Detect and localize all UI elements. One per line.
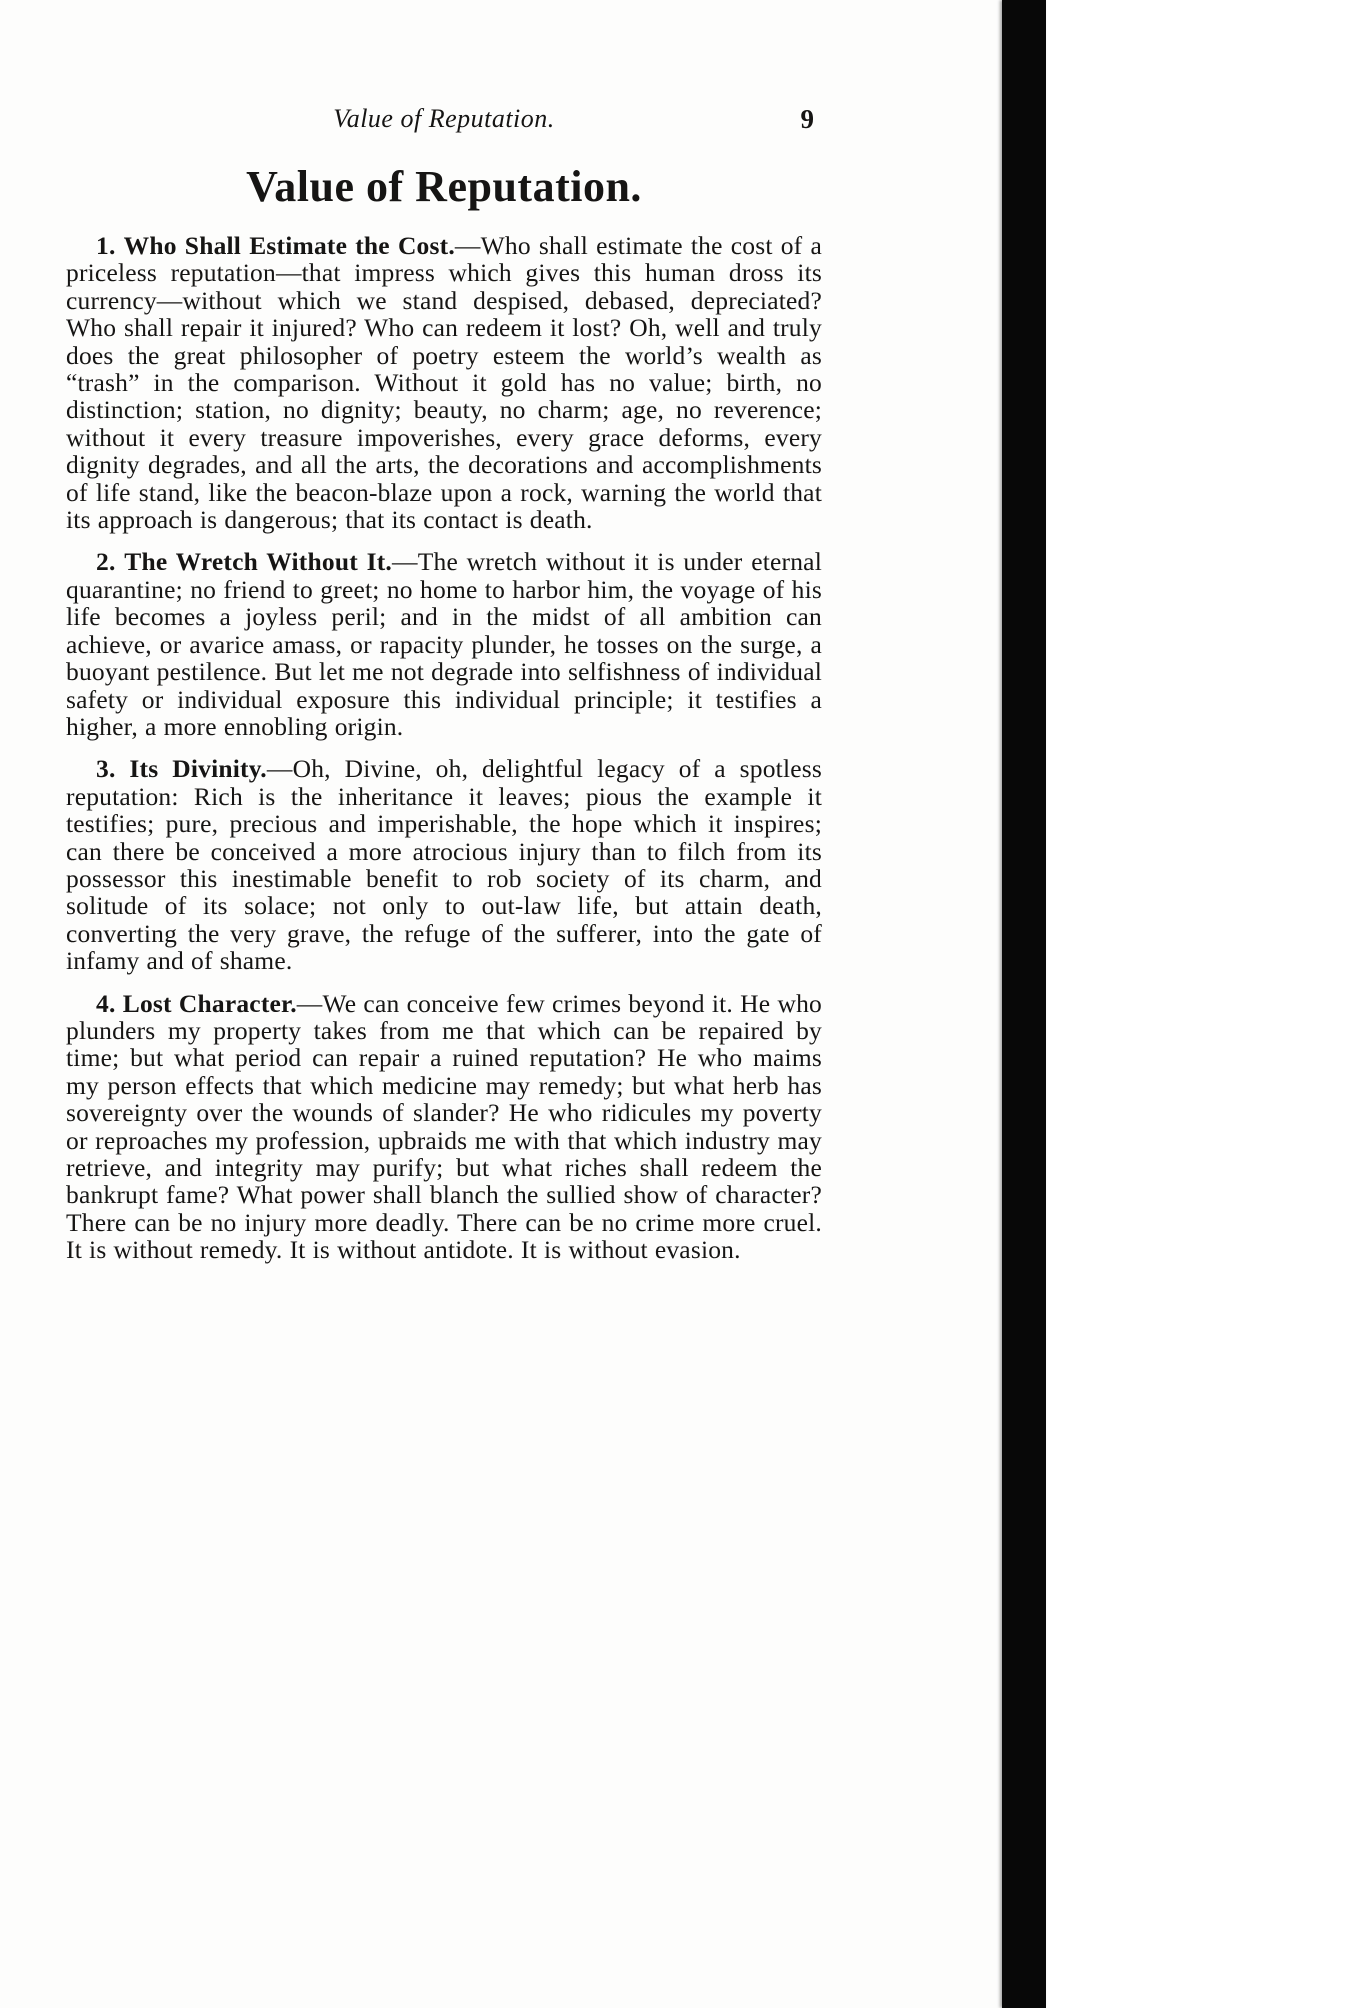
paragraph-text: —Who shall estimate the cost of a priceless reputation—that impress which gives this human dross its currency—without which we stand despised, debased, depreciated? Who shall repair it injured? Who can redeem it lost? Oh, well and truly does the great philosopher of poetry esteem the world’s wealth as “trash” in the comparison. Without it gold has no value; birth, no distinction; station, no dignity; beauty, no charm; age, no reverence; without it every treasure impoverishes, every grace deforms, every dignity degrades, and all the arts, the decorations and accomplishments of life stand, like the beacon-blaze upon a rock, warning the world that its approach is dangerous; that its contact is death. [66, 231, 822, 535]
page-content [66, 104, 822, 1279]
paragraph [66, 232, 822, 533]
paragraph-number: 3. [96, 754, 116, 784]
paragraph-heading: Who Shall Estimate the Cost. [123, 231, 455, 260]
paragraph-heading: Its Divinity. [129, 754, 267, 784]
paragraph [66, 755, 822, 974]
paragraph-text: —The wretch without it is under eternal quarantine; no friend to greet; no home to harbor him, the voyage of his life becomes a joyless peril; and in the midst of all ambition can achieve, or avarice amass, or rapacity plunder, he tosses on the surge, a buoyant pestilence. But let me not degrade into selfishness of individual safety or individual exposure this individual principle; it testifies a higher, a more ennobling origin. [66, 547, 822, 741]
paragraph-heading: The Wretch Without It. [124, 547, 393, 577]
page-number: 9 [800, 104, 814, 134]
paragraph-number: 2. [96, 547, 116, 577]
paragraph-number: 4. [96, 988, 116, 1018]
paragraph-text: —Oh, Divine, oh, delightful legacy of a spotless reputation: Rich is the inheritance it leaves; pious the example it testifies; pure, precious and imperishable, the hope which it inspires; can there be conceived a more atrocious injury than to filch from its possessor this inestimable benefit to rob society of its charm, and solitude of its solace; not only to out-law life, but attain death, converting the very grave, the refuge of the sufferer, into the gate of infamy and of shame. [66, 754, 822, 976]
paragraph-number: 1. [96, 231, 116, 260]
paragraph [66, 548, 822, 740]
paragraph-text: —We can conceive few crimes beyond it. He who plunders my property takes from me that which can be repaired by time; but what period can repair a ruined reputation? He who maims my person effects that which medicine may remedy; but what herb has sovereignty over the wounds of slander? He who ridicules my poverty or reproaches my profession, upbraids me with that which industry may retrieve, and integrity may purify; but what riches shall redeem the bankrupt fame? What power shall blanch the sullied show of character? There can be no injury more deadly. There can be no crime more cruel. It is without remedy. It is without antidote. It is without evasion. [66, 988, 823, 1265]
page-title: Value of Reputation. [246, 162, 642, 211]
scan-gutter-bar [1002, 0, 1046, 2008]
paragraph-heading: Lost Character. [122, 988, 297, 1018]
running-header-title: Value of Reputation. [333, 104, 555, 133]
running-header [66, 104, 822, 138]
paragraph [66, 990, 822, 1264]
